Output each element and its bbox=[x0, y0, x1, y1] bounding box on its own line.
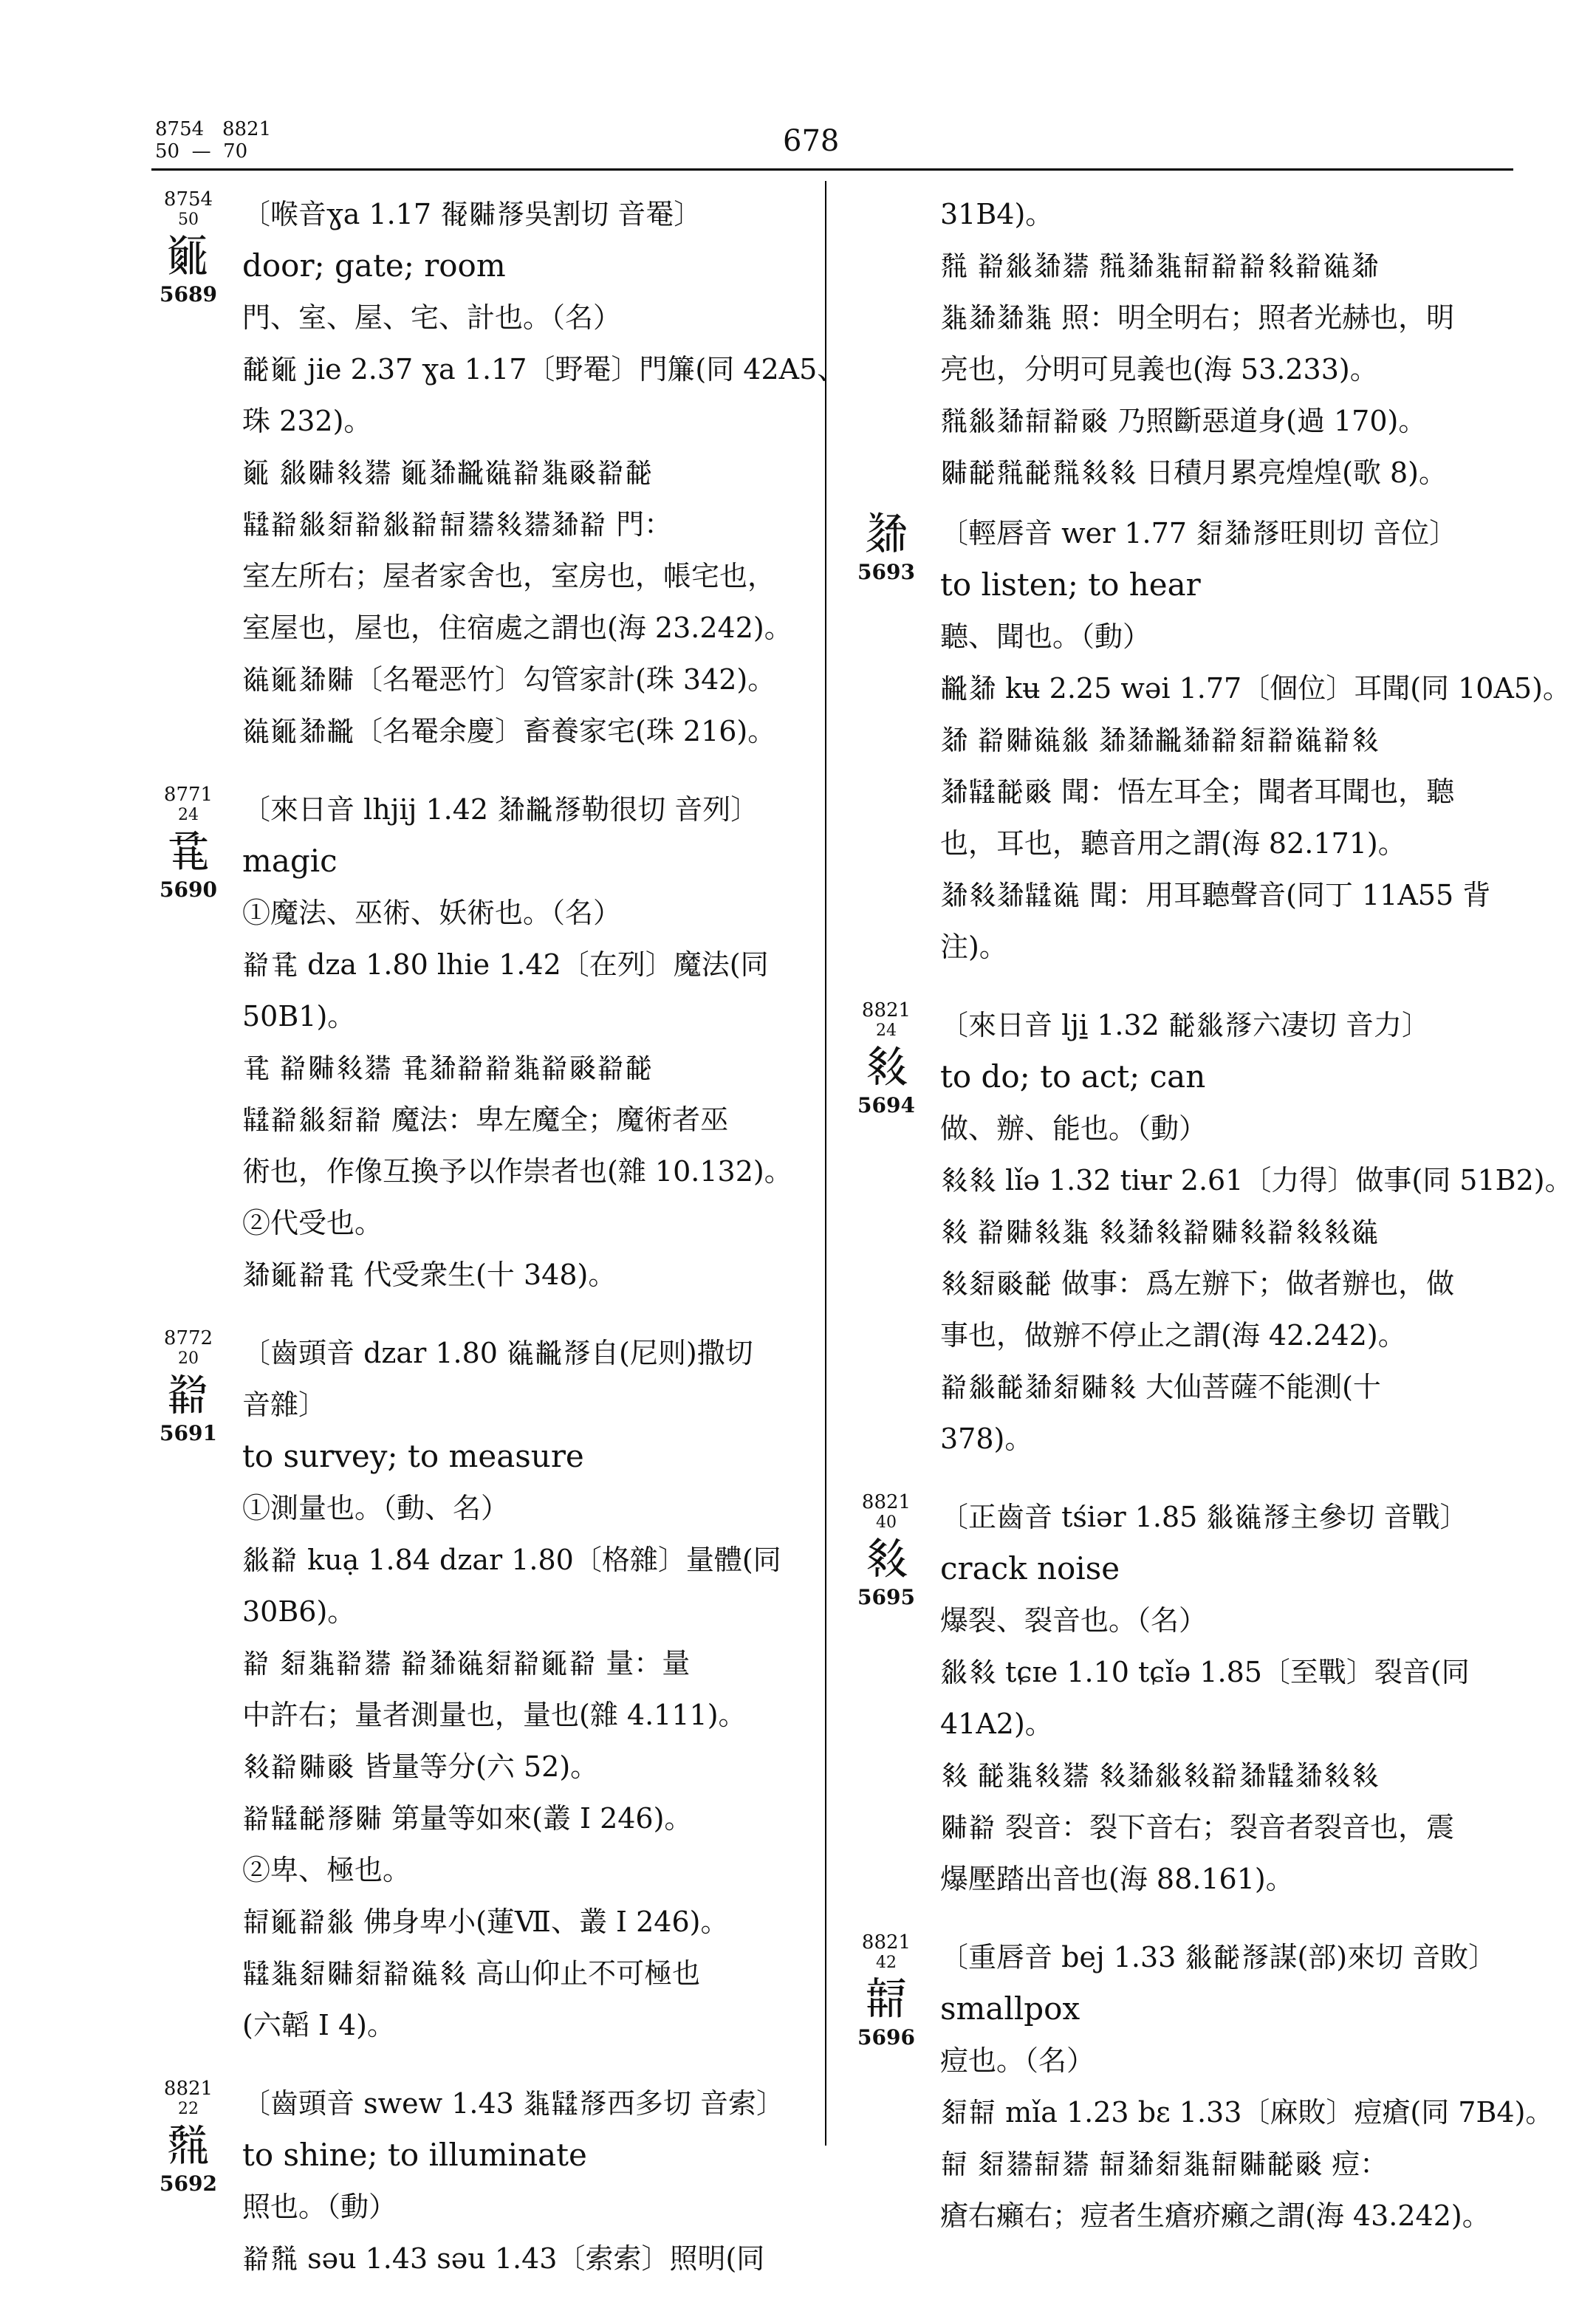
continuation-block bbox=[846, 188, 1521, 499]
entry-line: ②代受也。 bbox=[242, 1207, 383, 1239]
entry-line: 𘏞𘚺𘙰𘓱 聞：悟左耳全；聞者耳聞也，聽 bbox=[940, 776, 1455, 808]
dictionary-entry bbox=[846, 1491, 1521, 1905]
entry-number: 8772 bbox=[163, 1327, 213, 1349]
entry-stroke-count: 40 bbox=[876, 1513, 897, 1532]
entry-line: smallpox bbox=[940, 1990, 1080, 2027]
entry-number: 8821 bbox=[861, 999, 911, 1021]
entry-line: 聽、聞也。（動） bbox=[940, 620, 1151, 653]
entry-line: 做、辦、能也。（動） bbox=[940, 1112, 1208, 1145]
entry-line: 〔喉音ɣa 1.17 𘒺𘉐𘃡吳割切 音罨〕 bbox=[242, 198, 702, 230]
entry-gutter bbox=[148, 188, 229, 307]
entry-line: ①測量也。（動、名） bbox=[242, 1492, 510, 1524]
dictionary-entry bbox=[148, 2078, 809, 2284]
entry-line: 爆裂、裂音也。（名） bbox=[940, 1604, 1208, 1637]
dictionary-entry bbox=[148, 1327, 809, 2051]
entry-index: 5695 bbox=[857, 1585, 915, 1609]
entry-line: 珠 232)。 bbox=[242, 405, 372, 437]
entry-index: 5693 bbox=[857, 560, 915, 584]
entry-index: 5696 bbox=[857, 2025, 915, 2050]
entry-gutter bbox=[148, 784, 229, 902]
entry-line: crack noise bbox=[940, 1550, 1120, 1586]
entry-line: 室左所右；屋者家舍也，室房也，帳宅也， bbox=[242, 560, 776, 592]
entry-line: 室屋也，屋也，住宿處之謂也(海 23.242)。 bbox=[242, 612, 792, 644]
entry-line: to listen; to hear bbox=[940, 566, 1201, 603]
entry-line: 𘋢𘏞 kʉ 2.25 wəi 1.77〔個位〕耳聞(同 10A5)。 bbox=[940, 672, 1571, 705]
entry-line: 爆壓踏出音也(海 88.161)。 bbox=[940, 1863, 1294, 1895]
headword-glyph: 𘛢 bbox=[166, 230, 210, 282]
header-rule bbox=[151, 168, 1513, 171]
entry-line: 𘊢𘊛𘓱𘙰 做事：爲左辦下；做者辦也，做 bbox=[940, 1267, 1455, 1300]
entry-stroke-count: 50 bbox=[178, 210, 199, 229]
entry-line: 𘌽𘛢𘏞𘋢〔名罨余慶〕畜養家宅(珠 216)。 bbox=[242, 715, 776, 747]
entry-line: 也，耳也，聽音用之謂(海 82.171)。 bbox=[940, 827, 1406, 860]
entry-line: 〔來日音 lhjij 1.42 𘏞𘋢𘃡勒很切 音列〕 bbox=[242, 793, 759, 826]
entry-line: 𘚺𘏈𘊛𘉐𘊛𘗡𘌽𘊢 高山仰止不可極也 bbox=[242, 1957, 701, 1990]
headword-glyph: 𘊢 bbox=[864, 1041, 908, 1093]
dictionary-entry bbox=[846, 507, 1571, 973]
entry-line: to survey; to measure bbox=[242, 1438, 584, 1474]
entry-line: 音雜〕 bbox=[242, 1389, 327, 1421]
entry-line: 〔重唇音 bej 1.33 𘔼𘙰𘃡謀(部)來切 音敗〕 bbox=[940, 1941, 1497, 1973]
entry-line: 事也，做辦不停止之謂(海 42.242)。 bbox=[940, 1319, 1406, 1352]
entry-stroke-count: 20 bbox=[178, 1349, 199, 1368]
entry-stroke-count: 24 bbox=[876, 1021, 897, 1040]
dictionary-entry bbox=[148, 784, 809, 1301]
left-column bbox=[148, 188, 846, 2311]
entry-line: 𘗡 𘊛𘏈𘗡𘐺 𘗡𘏞𘌽𘊛𘗡𘛢𘗡 量：量 bbox=[242, 1647, 691, 1680]
headword-glyph: 𘏞 bbox=[864, 508, 908, 560]
entry-number: 8821 bbox=[861, 1931, 911, 1954]
entry-line: 𘏞𘊢𘏞𘚺𘌽 聞：用耳聽聲音(同丁 11A55 背 bbox=[940, 879, 1491, 911]
entry-line: door; gate; room bbox=[242, 247, 506, 284]
entry-gutter bbox=[846, 1491, 927, 1609]
page-number: 678 bbox=[783, 124, 840, 158]
headword-glyph: 𘗡 bbox=[166, 1369, 210, 1421]
column-divider bbox=[825, 181, 826, 2146]
entry-line: to do; to act; can bbox=[940, 1058, 1206, 1095]
entry-line: 𘗡𘚺𘙰𘃡𘉐 第量等如來(叢 I 246)。 bbox=[242, 1802, 693, 1835]
headword-glyph: 𘚿 bbox=[864, 1973, 908, 2025]
entry-line: 𘏞 𘗡𘉐𘌽𘔼 𘏞𘏞𘋢𘏞𘗡𘊛𘗡𘌽𘗡𘊢 bbox=[940, 724, 1380, 756]
entry-gutter bbox=[846, 507, 927, 584]
header-range-top: 8754 8821 bbox=[155, 118, 272, 140]
entry-line: ②卑、極也。 bbox=[242, 1854, 411, 1886]
entry-line: 𘚿 𘊛𘐺𘚿𘐺 𘚿𘏞𘊛𘏈𘚿𘉐𘙰𘓱 痘： bbox=[940, 2148, 1388, 2180]
entry-line: 𘛢 𘔼𘉐𘊢𘐺 𘛢𘏞𘋢𘌽𘗡𘏈𘓱𘗡𘙰 bbox=[242, 456, 654, 489]
entry-line: 𘗡𘜘 səu 1.43 səu 1.43〔索索〕照明(同 bbox=[242, 2242, 765, 2275]
entry-line: 378)。 bbox=[940, 1422, 1033, 1455]
entry-stroke-count: 22 bbox=[178, 2100, 199, 2118]
dictionary-entry bbox=[846, 1931, 1554, 2242]
entry-line: 𘔼𘗡 kuạ 1.84 dzar 1.80〔格雜〕量體(同 bbox=[242, 1544, 781, 1576]
entry-index: 5694 bbox=[857, 1093, 915, 1117]
running-header-range bbox=[155, 118, 271, 162]
entry-line: (六韜 I 4)。 bbox=[242, 2009, 395, 2041]
headword-glyph: 𘜉 bbox=[166, 826, 210, 877]
entry-line: 𘉐𘗡 裂音：裂下音右；裂音者裂音也，震 bbox=[940, 1811, 1455, 1843]
headword-glyph: 𘊢 bbox=[864, 1533, 908, 1585]
entry-line: 𘊢 𘙰𘏈𘊢𘐺 𘊢𘏞𘔼𘊢𘗡𘏞𘚺𘏞𘊢𘊢 bbox=[940, 1759, 1380, 1792]
entry-number: 8754 bbox=[163, 188, 213, 210]
entry-line: 30B6)。 bbox=[242, 1595, 356, 1628]
entry-number: 8821 bbox=[163, 2078, 213, 2100]
entry-line: 50B1)。 bbox=[242, 1000, 356, 1033]
entry-line: 𘊢𘊢 lǐə 1.32 tiʉr 2.61〔力得〕做事(同 51B2)。 bbox=[940, 1164, 1573, 1196]
entry-line: 𘊛𘚿 mǐa 1.23 bɛ 1.33〔麻敗〕痘瘡(同 7B4)。 bbox=[940, 2096, 1554, 2129]
entry-line: 𘙰𘛢 jie 2.37 ɣa 1.17〔野罨〕門簾(同 42A5、 bbox=[242, 353, 846, 386]
entry-line: 注)。 bbox=[940, 931, 1007, 963]
entry-line: 𘚿𘛢𘗡𘔼 佛身卑小(蓮Ⅶ、叢 I 246)。 bbox=[242, 1906, 729, 1938]
entry-line: 痘也。（名） bbox=[940, 2044, 1095, 2077]
entry-line: 41A2)。 bbox=[940, 1708, 1053, 1740]
entry-index: 5691 bbox=[160, 1421, 217, 1445]
entry-gutter bbox=[846, 1931, 927, 2050]
entry-line: 瘡右癩右；痘者生瘡疥癩之謂(海 43.242)。 bbox=[940, 2199, 1490, 2232]
entry-line: 𘜘 𘗡𘔼𘏞𘐺 𘜘𘏞𘏈𘚿𘗡𘗡𘊢𘗡𘌽𘏞 bbox=[940, 250, 1380, 282]
entry-index: 5692 bbox=[160, 2171, 217, 2196]
dictionary-entry bbox=[148, 188, 846, 757]
entry-line: 〔輕唇音 wer 1.77 𘊛𘏞𘃡旺則切 音位〕 bbox=[940, 517, 1458, 549]
entry-line: 亮也，分明可見義也(海 53.233)。 bbox=[940, 353, 1378, 386]
entry-line: 𘚺𘗡𘔼𘊛𘗡𘔼𘗡𘚿𘐺𘊢𘐺𘏞𘗡 門： bbox=[242, 508, 673, 541]
entry-line: 〔正齒音 tśiər 1.85 𘔼𘌽𘃡主參切 音戰〕 bbox=[940, 1501, 1468, 1533]
entry-line: 𘚺𘗡𘔼𘊛𘗡 魔法：卑左魔全；魔術者巫 bbox=[242, 1103, 729, 1136]
entry-line: 𘉐𘙰𘜘𘙰𘜘𘊢𘊢 日積月累亮煌煌(歌 8)。 bbox=[940, 456, 1447, 489]
entry-gutter bbox=[148, 2078, 229, 2196]
entry-line: ①魔法、巫術、妖術也。（名） bbox=[242, 897, 622, 929]
entry-line: 〔齒頭音 dzar 1.80 𘌽𘋢𘃡自(尼则)撒切 bbox=[242, 1337, 753, 1369]
entry-line: 〔齒頭音 swew 1.43 𘏈𘚺𘃡西多切 音索〕 bbox=[242, 2087, 784, 2120]
headword-glyph: 𘜘 bbox=[166, 2120, 210, 2171]
header-range-bottom: 50 — 70 bbox=[155, 140, 248, 162]
entry-line: 𘜘𘔼𘏞𘚿𘗡𘓱 乃照斷惡道身(過 170)。 bbox=[940, 405, 1427, 437]
entry-gutter bbox=[148, 1327, 229, 1445]
entry-line: 中許右；量者測量也，量也(雜 4.111)。 bbox=[242, 1699, 747, 1731]
entry-line: 〔來日音 lji̱ 1.32 𘙰𘔼𘃡六凄切 音力〕 bbox=[940, 1009, 1431, 1041]
entry-index: 5689 bbox=[160, 282, 217, 307]
entry-line: 𘏞𘛢𘗡𘜉 代受衆生(十 348)。 bbox=[242, 1259, 617, 1291]
entry-line: 𘗡𘔼𘙰𘏞𘊛𘉐𘊢 大仙菩薩不能測(十 bbox=[940, 1371, 1381, 1403]
entry-line: 𘏈𘏞𘏞𘏈 照：明全明右；照者光赫也，明 bbox=[940, 301, 1455, 334]
entry-line: 𘊢 𘗡𘉐𘊢𘏈 𘊢𘏞𘊢𘗡𘉐𘊢𘗡𘊢𘊢𘌽 bbox=[940, 1216, 1380, 1248]
entry-line: 門、室、屋、宅、計也。（名） bbox=[242, 301, 622, 334]
entry-number: 8821 bbox=[861, 1491, 911, 1513]
entry-stroke-count: 42 bbox=[876, 1954, 897, 1972]
entry-index: 5690 bbox=[160, 877, 217, 902]
entry-number: 8771 bbox=[163, 784, 213, 806]
entry-line: magic bbox=[242, 843, 338, 879]
entry-stroke-count: 24 bbox=[178, 806, 199, 824]
dictionary-entry bbox=[846, 999, 1573, 1465]
entry-line: 𘌽𘛢𘏞𘉐〔名罨恶竹〕勾管家計(珠 342)。 bbox=[242, 663, 776, 696]
entry-line: 𘜉 𘗡𘉐𘊢𘐺 𘜉𘏞𘗡𘗡𘏈𘗡𘓱𘗡𘙰 bbox=[242, 1052, 654, 1084]
right-column bbox=[846, 188, 1573, 2268]
entry-line: 照也。（動） bbox=[242, 2191, 397, 2223]
entry-line: 31B4)。 bbox=[940, 198, 1054, 230]
entry-gutter bbox=[846, 999, 927, 1117]
entry-line: to shine; to illuminate bbox=[242, 2137, 587, 2173]
entry-line: 𘗡𘜉 dza 1.80 lhie 1.42〔在列〕魔法(同 bbox=[242, 948, 769, 981]
entry-line: 術也，作像互換予以作崇者也(雜 10.132)。 bbox=[242, 1155, 792, 1188]
entry-line: 𘔼𘊢 tɕɪe 1.10 tɕǐə 1.85〔至戰〕裂音(同 bbox=[940, 1656, 1470, 1688]
entry-line: 𘊢𘗡𘉐𘓱 皆量等分(六 52)。 bbox=[242, 1750, 599, 1783]
